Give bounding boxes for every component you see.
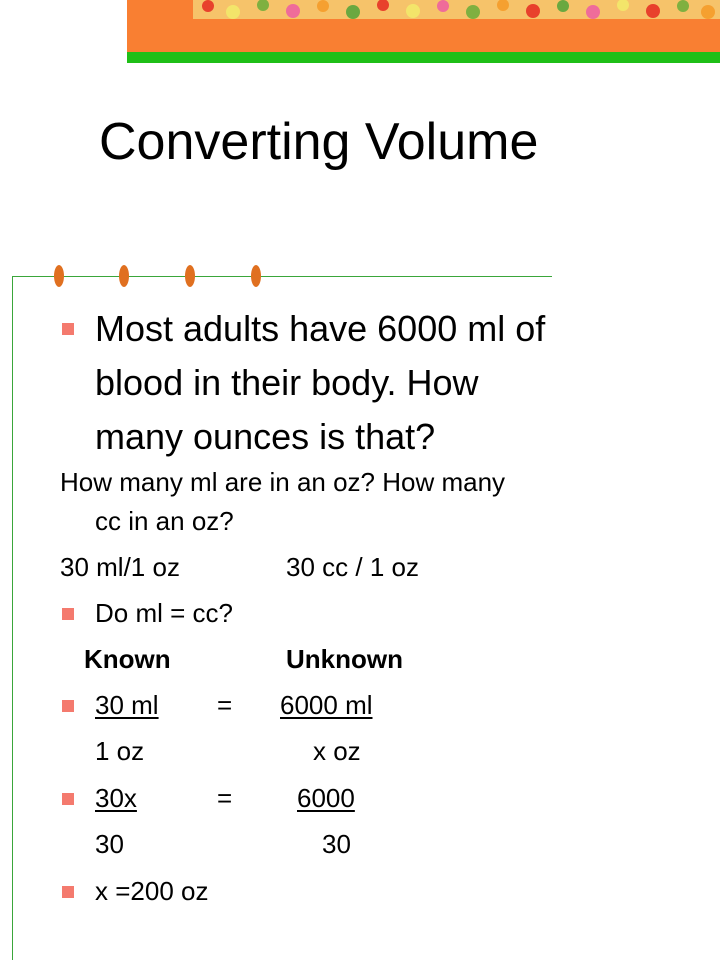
eq2-numerator-left: 30x — [95, 783, 137, 813]
decorative-dot — [251, 265, 261, 287]
eq2-denominator-right: 30 — [322, 829, 351, 859]
eq1-denominator-left: 1 oz — [95, 736, 145, 766]
answer: x =200 oz — [95, 876, 209, 906]
eq2-numerator-right: 6000 — [297, 783, 355, 813]
intro-line-1: Most adults have 6000 ml of — [95, 308, 546, 349]
known-header: Known — [84, 644, 171, 674]
flower-pattern-strip — [193, 0, 720, 19]
eq1-denominator-right: x oz — [313, 736, 361, 766]
decorative-dot — [119, 265, 129, 287]
eq1-numerator-right: 6000 ml — [280, 690, 373, 720]
eq1-equals: = — [217, 690, 233, 720]
bullet-icon — [62, 886, 74, 898]
eq1-numerator-left: 30 ml — [95, 690, 159, 720]
vertical-rule — [12, 276, 13, 960]
bullet-icon — [62, 793, 74, 805]
unknown-header: Unknown — [286, 644, 403, 674]
decorative-dot — [185, 265, 195, 287]
bullet-icon — [62, 608, 74, 620]
ratio-cc: 30 cc / 1 oz — [286, 552, 419, 582]
question-line-1: How many ml are in an oz? How many — [60, 467, 506, 497]
intro-line-2: blood in their body. How — [95, 362, 479, 403]
eq2-equals: = — [217, 783, 233, 813]
horizontal-rule — [12, 276, 552, 277]
top-green-stripe — [127, 52, 720, 63]
question-line-2: cc in an oz? — [95, 506, 234, 536]
intro-line-3: many ounces is that? — [95, 416, 436, 457]
question-two: Do ml = cc? — [95, 598, 233, 628]
decorative-dot — [54, 265, 64, 287]
bullet-icon — [62, 323, 74, 335]
bullet-icon — [62, 700, 74, 712]
ratio-ml: 30 ml/1 oz — [60, 552, 180, 582]
slide-title: Converting Volume — [99, 113, 539, 171]
eq2-denominator-left: 30 — [95, 829, 124, 859]
